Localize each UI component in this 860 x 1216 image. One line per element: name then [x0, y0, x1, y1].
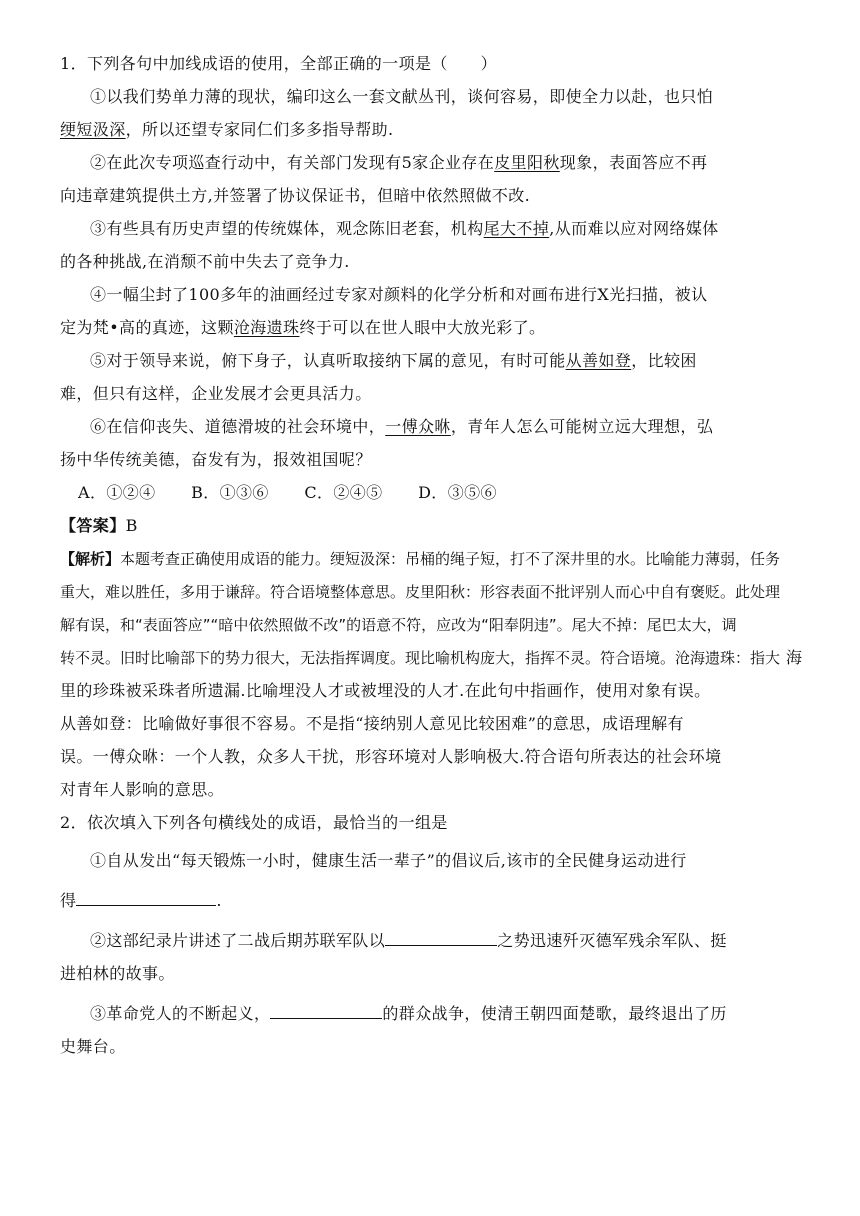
text: ③革命党人的不断起义， [90, 1004, 271, 1023]
q1-analysis-line-3: 解有误，和“表面答应”“暗中依然照做不改”的语意不符，应改为“阳奉阴违”。尾大不掉：尾巴太大，调 [60, 616, 737, 634]
fill-blank [76, 887, 216, 906]
q1-sentence-4-line-2 [60, 316, 802, 340]
q1-sentence-5-line-1 [60, 349, 802, 373]
text: 的群众战争，使清王朝四面楚歌，最终退出了历 [382, 1004, 727, 1023]
q2-sentence-2-line-1 [60, 927, 802, 953]
text: ,从而难以应对网络媒体 [549, 219, 719, 238]
text: ，比较困 [631, 351, 697, 370]
underlined-idiom: 从善如登 [565, 351, 632, 370]
q1-analysis-line-4 [60, 646, 802, 670]
question-2-stem: 2．依次填入下列各句横线处的成语，最恰当的一组是 [60, 813, 448, 832]
option-b: B．①③⑥ [191, 483, 269, 502]
q1-sentence-2-line-2: 向违章建筑提供土方,并签署了协议保证书，但暗中依然照做不改. [60, 186, 531, 205]
text: ⑤对于领导来说，俯下身子，认真听取接纳下属的意见，有时可能 [90, 351, 566, 370]
q1-options [60, 481, 802, 505]
underlined-idiom: 皮里阳秋 [494, 153, 560, 172]
text: 现象，表面答应不再 [559, 153, 708, 172]
q1-sentence-3-line-1 [60, 217, 802, 241]
q2-sentence-3-line-1 [60, 1000, 802, 1026]
underlined-idiom: 沧海遗珠 [233, 318, 300, 337]
underlined-idiom: 绠短汲深 [60, 120, 126, 139]
answer-value: B [125, 516, 138, 535]
q1-analysis-line-7: 误。一傅众咻：一个人教，众多人干扰，形容环境对人影响极大.符合语句所表达的社会环境 [60, 747, 722, 766]
text: 转不灵。旧时比喻部下的势力很大，无法指挥调度。现比喻机构庞大，指挥不灵。符合语境。沧海遗珠：指大 [60, 649, 781, 667]
text: . [216, 891, 222, 910]
q1-analysis-line-2: 重大，难以胜任，多用于谦辞。符合语境整体意思。皮里阳秋：形容表面不批评别人而心中自有褒贬。此处理 [60, 583, 781, 601]
text: 之势迅速歼灭德军残余军队、挺 [497, 931, 727, 950]
text: ①以我们势单力薄的现状，编印这么一套文献丛刊，谈何容易，即使全力以赴，也只怕 [90, 87, 714, 106]
underlined-idiom: 尾大不掉 [483, 219, 550, 238]
q1-analysis-line-8: 对青年人影响的意思。 [60, 780, 225, 799]
q1-sentence-3-line-2: 的各种挑战,在消颓不前中失去了竞争力. [60, 252, 350, 271]
q2-sentence-2-line-2: 进柏林的故事。 [60, 964, 175, 983]
q1-sentence-1-line-1 [60, 85, 802, 109]
option-a: A．①②④ [78, 483, 156, 502]
option-c: C．②④⑤ [304, 483, 383, 502]
q2-sentence-3-line-2: 史舞台。 [60, 1037, 126, 1056]
underlined-idiom: 一傅众咻 [385, 417, 451, 436]
text: 终于可以在世人眼中大放光彩了。 [299, 318, 546, 337]
text: 得 [60, 891, 77, 910]
question-1-stem: 1．下列各句中加线成语的使用，全部正确的一项是（ ） [60, 54, 497, 73]
fill-blank [385, 927, 497, 946]
q1-sentence-6-line-1 [60, 415, 802, 439]
q1-sentence-4-line-1: ④一幅尘封了100多年的油画经过专家对颜料的化学分析和对画布进行X光扫描，被认 [90, 285, 708, 304]
q1-analysis-line-1 [60, 547, 802, 571]
answer-label: 【答案】 [60, 516, 126, 535]
text: ⑥在信仰丧失、道德滑坡的社会环境中， [90, 417, 386, 436]
text: ③有些具有历史声望的传统媒体，观念陈旧老套，机构 [90, 219, 484, 238]
text: ②在此次专项巡查行动中，有关部门发现有5家企业存在 [90, 153, 495, 172]
document-content [60, 52, 802, 1068]
option-d: D．③⑤⑥ [418, 483, 497, 502]
q1-analysis-line-6: 从善如登：比喻做好事很不容易。不是指“接纳别人意见比较困难”的意思，成语理解有 [60, 714, 684, 733]
text: ，青年人怎么可能树立远大理想，弘 [450, 417, 714, 436]
q1-sentence-5-line-2: 难，但只有这样，企业发展才会更具活力。 [60, 384, 372, 403]
text: 海 [786, 648, 803, 667]
text: 本题考查正确使用成语的能力。绠短汲深：吊桶的绳子短，打不了深井里的水。比喻能力薄弱，任务 [120, 550, 781, 568]
q1-answer [60, 514, 802, 538]
q1-sentence-1-line-2 [60, 118, 802, 142]
text: ，所以还望专家同仁们多多指导帮助. [125, 120, 394, 139]
text: ②这部纪录片讲述了二战后期苏联军队以 [90, 931, 386, 950]
q2-sentence-1-line-1: ①自从发出“每天锻炼一小时，健康生活一辈子”的倡议后,该市的全民健身运动进行 [90, 851, 687, 870]
q1-sentence-6-line-2: 扬中华传统美德，奋发有为，报效祖国呢？ [60, 450, 372, 469]
fill-blank [270, 1000, 382, 1019]
q1-sentence-2-line-1 [60, 151, 802, 175]
q2-sentence-1-line-2 [60, 887, 802, 913]
analysis-label: 【解析】 [60, 550, 121, 568]
q1-analysis-line-5: 里的珍珠被采珠者所遗漏.比喻埋没人才或被埋没的人才.在此句中指画作，使用对象有误。 [60, 681, 711, 700]
text: 定为梵•高的真迹，这颗 [60, 318, 234, 337]
